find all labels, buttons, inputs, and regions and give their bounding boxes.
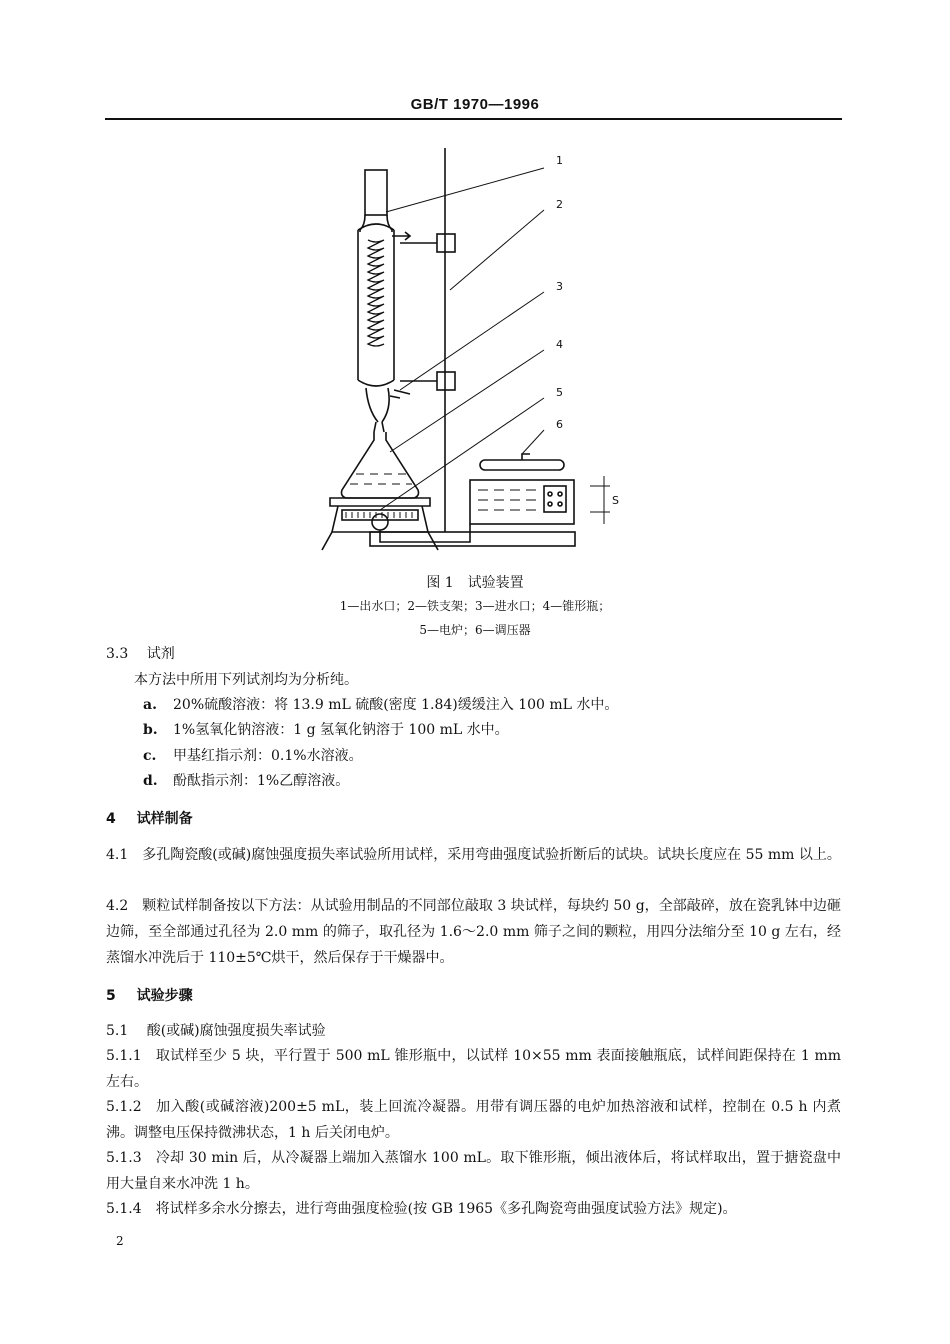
clause-text: 取试样至少 5 块，平行置于 500 mL 锥形瓶中，以试样 10×55 mm 表面接触瓶底，试样间距保持在 1 mm 左右。 bbox=[106, 1048, 841, 1090]
clause-number: 5.1.3 bbox=[106, 1150, 142, 1166]
clause-text: 颗粒试样制备按以下方法：从试验用制品的不同部位敲取 3 块试样，每块约 50 g，全部敲碎，放在瓷乳钵中边砸边筛，至全部通过孔径为 2.0 mm 的筛子，取孔径为 1.6～2.0 mm 筛子之间的颗粒，用四分法缩分至 10 g 左右，经蒸馏水冲洗后于 110±5℃烘干，然后保存于干燥器中。 bbox=[106, 898, 841, 966]
section-title: 试验步骤 bbox=[136, 988, 193, 1004]
lower-clamp bbox=[437, 372, 455, 390]
electric-furnace bbox=[330, 498, 430, 532]
section-5-heading bbox=[106, 985, 193, 1005]
leader-3 bbox=[400, 292, 544, 390]
clause-5-1-2 bbox=[106, 1094, 841, 1146]
section-3-3-heading bbox=[106, 643, 175, 663]
figure-legend-line2: 5—电炉；6—调压器 bbox=[419, 623, 531, 637]
list-label: b. bbox=[143, 722, 158, 738]
leader-1 bbox=[386, 168, 544, 212]
upper-clamp bbox=[437, 234, 455, 252]
section-number: 5 bbox=[106, 988, 116, 1004]
page-header: GB/T 1970—1996 bbox=[410, 96, 540, 113]
list-text: 1%氢氧化钠溶液：1 g 氢氧化钠溶于 100 mL 水中。 bbox=[173, 722, 509, 738]
list-label: d. bbox=[143, 773, 158, 789]
clause-number: 4.1 bbox=[106, 847, 129, 863]
callout-6: 6 bbox=[556, 418, 563, 431]
callout-3: 3 bbox=[556, 280, 563, 293]
condenser-coil bbox=[368, 240, 384, 346]
stand-base bbox=[370, 532, 575, 546]
section-number: 4 bbox=[106, 811, 116, 827]
section-title: 试样制备 bbox=[136, 811, 193, 827]
clause-5-1 bbox=[106, 1020, 326, 1040]
list-label: c. bbox=[143, 748, 157, 764]
section-title: 试剂 bbox=[146, 646, 175, 662]
callout-2: 2 bbox=[556, 198, 563, 211]
clause-text: 将试样多余水分擦去，进行弯曲强度检验(按 GB 1965《多孔陶瓷弯曲强度试验方法》规定)。 bbox=[155, 1201, 737, 1217]
clause-number: 5.1.2 bbox=[106, 1099, 142, 1115]
list-text: 酚酞指示剂：1%乙醇溶液。 bbox=[173, 773, 350, 789]
paragraph-4-1 bbox=[106, 842, 841, 868]
list-item bbox=[143, 770, 349, 790]
callout-5: 5 bbox=[556, 386, 563, 399]
clause-5-1-4 bbox=[106, 1196, 841, 1222]
clause-text: 酸(或碱)腐蚀强度损失率试验 bbox=[146, 1023, 326, 1039]
list-text: 20%硫酸溶液：将 13.9 mL 硫酸(密度 1.84)缓缓注入 100 mL 水中。 bbox=[173, 697, 619, 713]
clause-number: 4.2 bbox=[106, 898, 129, 914]
clause-5-1-3 bbox=[106, 1145, 841, 1197]
leader-6 bbox=[522, 430, 544, 454]
header-rule bbox=[105, 118, 842, 120]
dimension-s-label: S bbox=[612, 494, 619, 507]
clause-text: 多孔陶瓷酸(或碱)腐蚀强度损失率试验所用试样，采用弯曲强度试验折断后的试块。试块长度应在 55 mm 以上。 bbox=[142, 847, 841, 863]
clause-text: 冷却 30 min 后，从冷凝器上端加入蒸馏水 100 mL。取下锥形瓶，倾出液体后，将试样取出，置于搪瓷盘中用大量自来水冲洗 1 h。 bbox=[106, 1150, 841, 1192]
list-item bbox=[143, 745, 363, 765]
clause-number: 5.1.1 bbox=[106, 1048, 142, 1064]
clause-number: 5.1 bbox=[106, 1023, 129, 1039]
section-number: 3.3 bbox=[106, 646, 129, 662]
callout-1: 1 bbox=[556, 154, 563, 167]
list-item bbox=[143, 694, 618, 714]
callout-4: 4 bbox=[556, 338, 563, 351]
apparatus-figure bbox=[290, 140, 670, 580]
clause-text: 加入酸(或碱溶液)200±5 mL，装上回流冷凝器。用带有调压器的电炉加热溶液和试样，控制在 0.5 h 内煮沸。调整电压保持微沸状态，1 h 后关闭电炉。 bbox=[106, 1099, 841, 1141]
water-inlet bbox=[390, 390, 410, 398]
list-item bbox=[143, 719, 509, 739]
paragraph-4-2 bbox=[106, 893, 841, 971]
section-3-3-intro: 本方法中所用下列试剂均为分析纯。 bbox=[134, 672, 358, 688]
clause-number: 5.1.4 bbox=[106, 1201, 142, 1217]
leader-5 bbox=[380, 398, 544, 510]
figure-caption: 图 1 试验装置 bbox=[426, 575, 524, 591]
leader-2 bbox=[450, 210, 544, 290]
condenser-top bbox=[365, 170, 387, 215]
conical-flask bbox=[342, 432, 419, 498]
page-number: 2 bbox=[116, 1234, 124, 1248]
leader-4 bbox=[390, 350, 544, 452]
list-text: 甲基红指示剂：0.1%水溶液。 bbox=[173, 748, 363, 764]
list-label: a. bbox=[143, 697, 157, 713]
figure-legend-line1: 1—出水口；2—铁支架；3—进水口；4—锥形瓶； bbox=[339, 599, 611, 613]
section-4-heading bbox=[106, 808, 193, 828]
clause-5-1-1 bbox=[106, 1043, 841, 1095]
